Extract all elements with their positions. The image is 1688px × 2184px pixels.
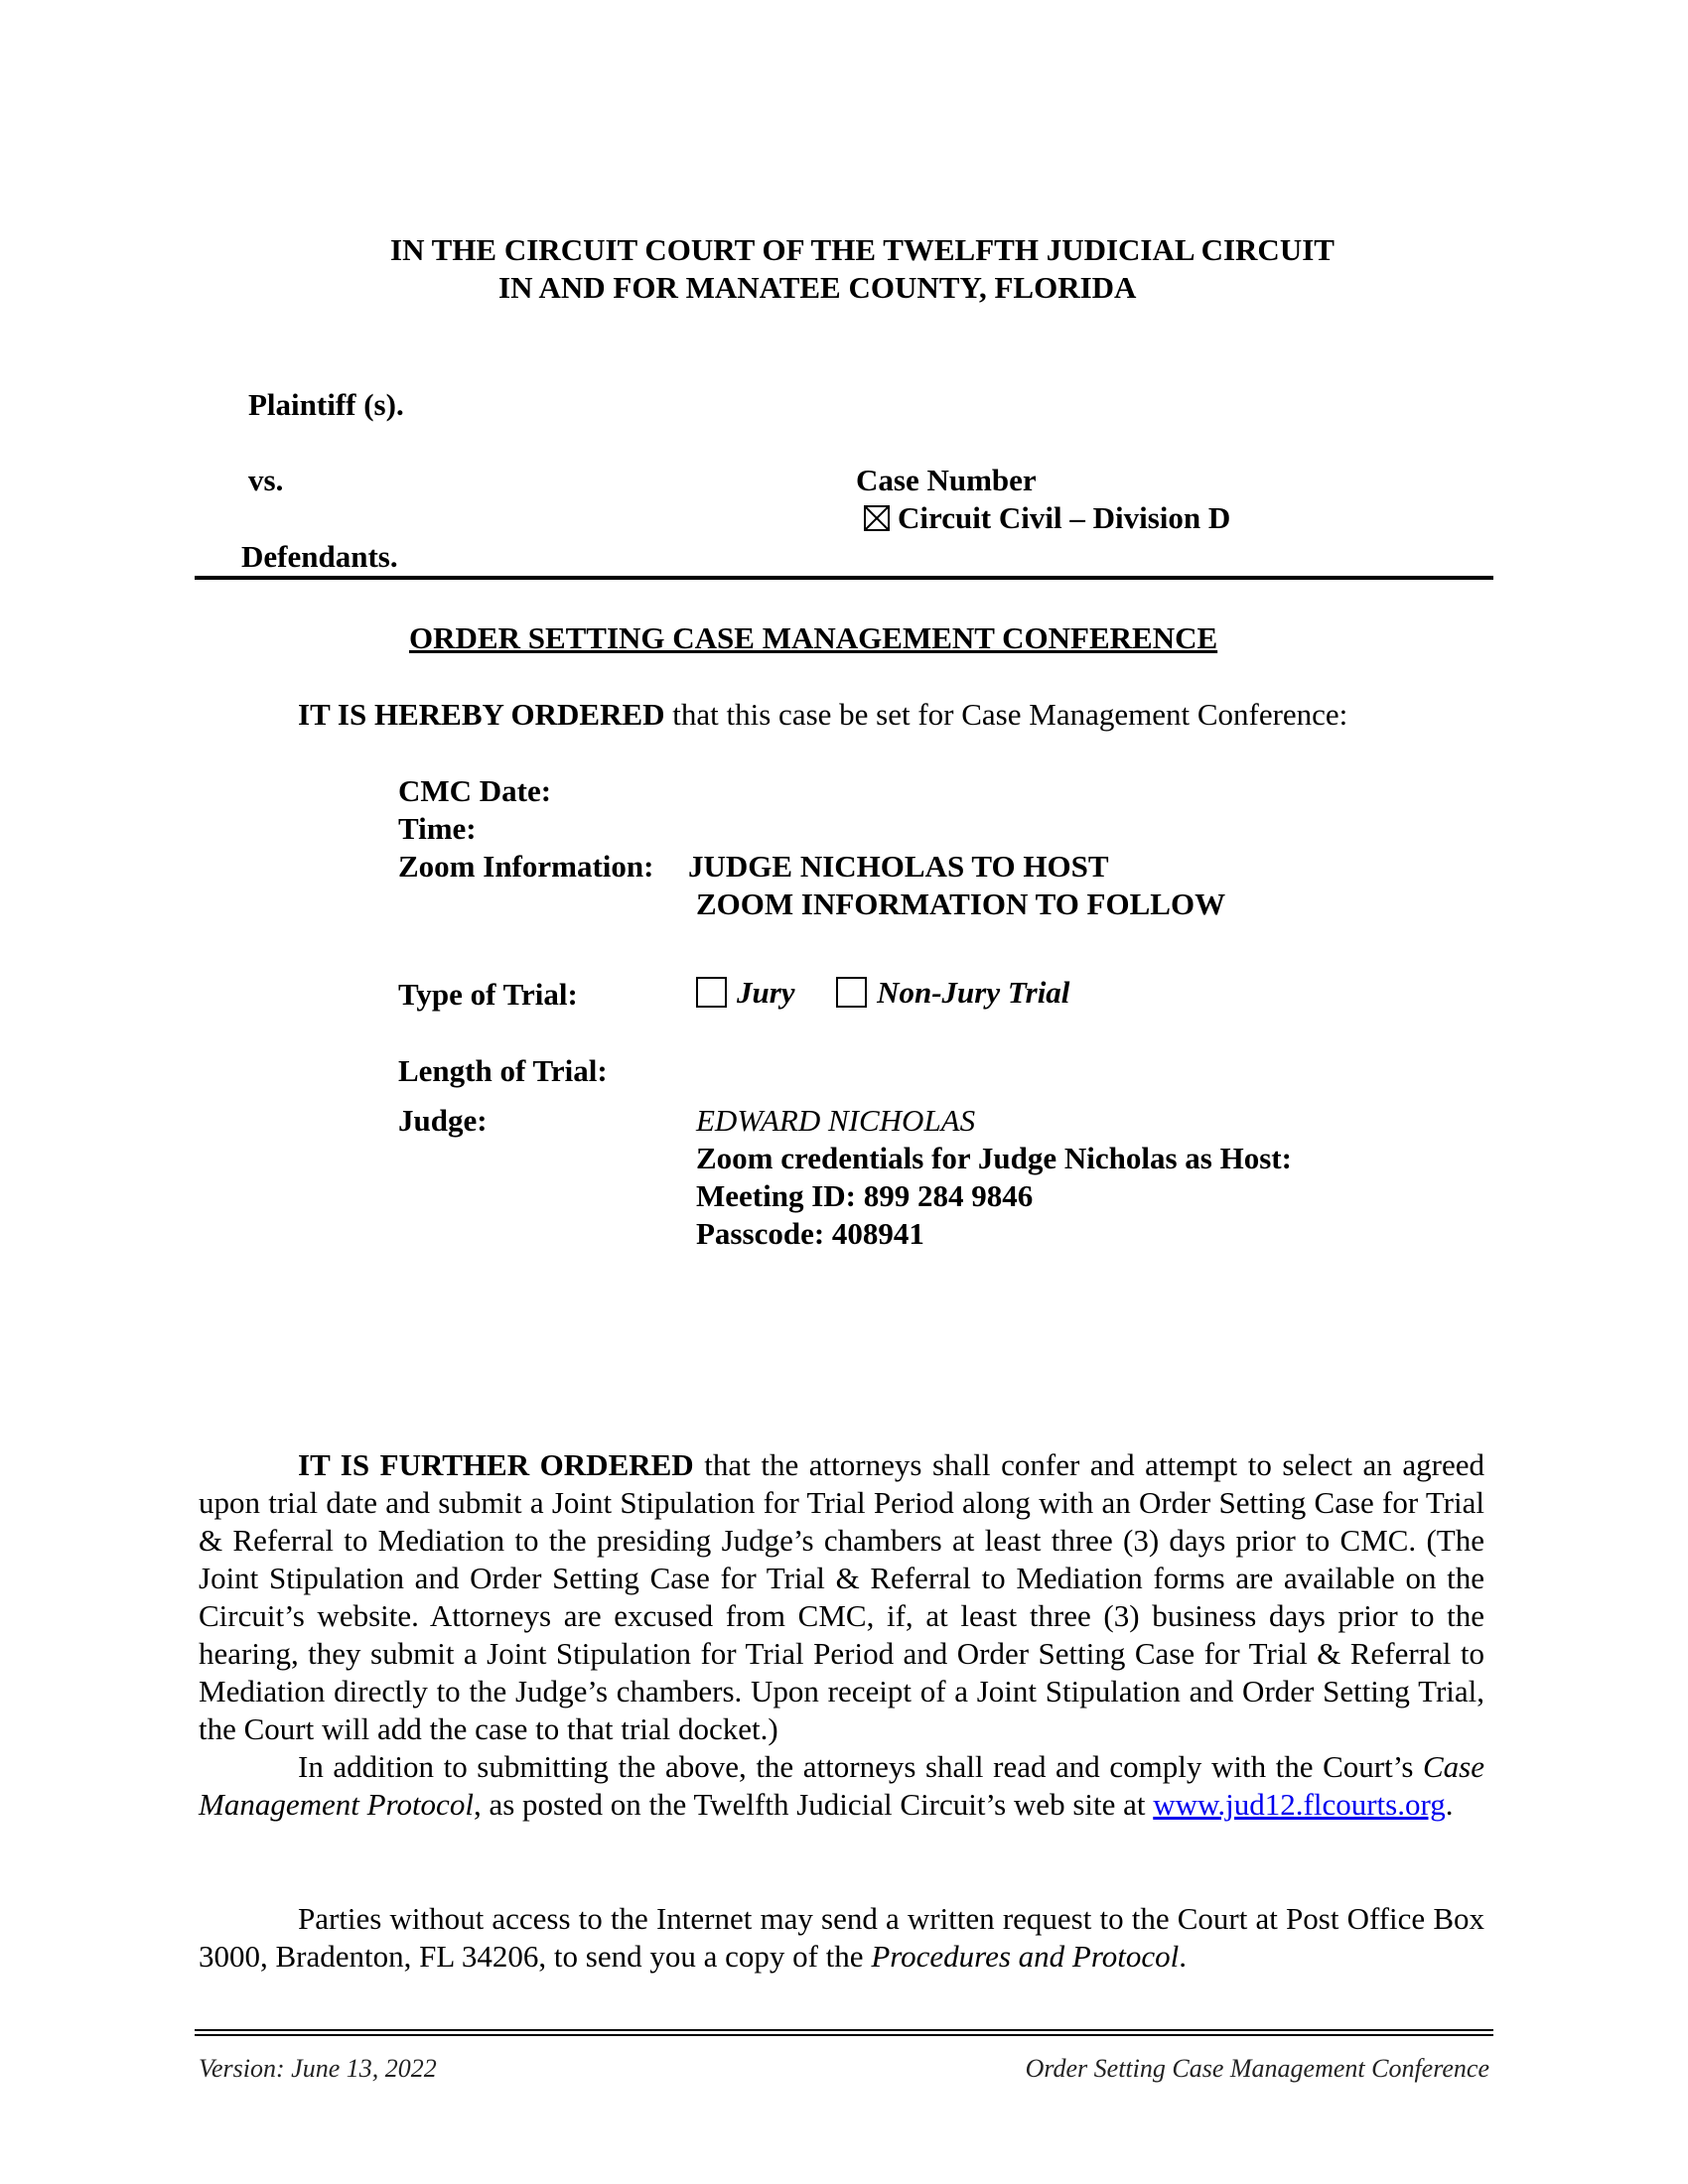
non-jury-label: Non-Jury Trial (877, 975, 1070, 1010)
internet-text-end: . (1179, 1939, 1188, 1974)
time-label: Time: (398, 811, 477, 846)
trial-type-options (696, 975, 1069, 1011)
length-of-trial-label: Length of Trial: (398, 1053, 608, 1088)
further-ordered-lead: IT IS FURTHER ORDERED (298, 1447, 694, 1482)
judge-label: Judge: (398, 1103, 488, 1138)
case-number-label: Case Number (856, 463, 1037, 497)
plaintiff-label: Plaintiff (s). (248, 387, 404, 422)
internet-paragraph (199, 1900, 1484, 1976)
hereby-ordered (298, 697, 1347, 733)
vs-label: vs. (248, 463, 284, 497)
cmc-date-label: CMC Date: (398, 773, 552, 808)
trial-type-label: Type of Trial: (398, 977, 578, 1012)
hereby-ordered-lead: IT IS HEREBY ORDERED (298, 697, 665, 732)
division-line (864, 500, 1230, 536)
court-website-link[interactable]: www.jud12.flcourts.org (1153, 1787, 1446, 1822)
court-line-2: IN AND FOR MANATEE COUNTY, FLORIDA (498, 270, 1137, 305)
jury-label: Jury (737, 975, 795, 1010)
passcode: Passcode: 408941 (696, 1216, 924, 1251)
further-ordered-text: that the attorneys shall confer and attempt to select an agreed upon trial date and submit a Joint Stipulation for Trial Period along with an Order Setting Case for Trial & Referral to Mediation to the presiding Judge’s chambers at least three (3) days prior to CMC. (The Joint Stipulation and Order Setting Case for Trial & Referral to Mediation forms are available on the Circuit’s website. Attorneys are excused from CMC, if, at least three (3) business days prior to the hearing, they submit a Joint Stipulation for Trial Period and Order Setting Case for Trial & Referral to Mediation directly to the Judge’s chambers. Upon receipt of a Joint Stipulation and Order Setting Trial, the Court will add the case to that trial docket.) (199, 1447, 1484, 1746)
protocol-text-2: , as posted on the Twelfth Judicial Circuit’s web site at (473, 1787, 1154, 1822)
zoom-info-label: Zoom Information: (398, 849, 654, 884)
order-title: ORDER SETTING CASE MANAGEMENT CONFERENCE (409, 620, 1218, 655)
checked-box-icon (864, 505, 890, 531)
procedures-title: Procedures and Protocol (871, 1939, 1180, 1974)
court-line-1: IN THE CIRCUIT COURT OF THE TWELFTH JUDICIAL CIRCUIT (390, 232, 1335, 267)
defendants-label: Defendants. (241, 539, 398, 574)
protocol-paragraph (199, 1748, 1484, 1824)
protocol-text-end: . (1445, 1787, 1454, 1822)
zoom-info-line-2: ZOOM INFORMATION TO FOLLOW (696, 887, 1226, 921)
internet-text: Parties without access to the Internet may send a written request to the Court at Post Office Box 3000, Bradenton, FL 34206, to send you a copy of the (199, 1901, 1484, 1974)
footer-rule-1 (195, 2029, 1493, 2031)
hereby-ordered-text: that this case be set for Case Management Conference: (664, 697, 1348, 732)
jury-checkbox[interactable] (696, 977, 727, 1008)
footer-doc-title: Order Setting Case Management Conference (1025, 2054, 1489, 2083)
judge-name: EDWARD NICHOLAS (696, 1103, 976, 1138)
further-ordered-paragraph (199, 1446, 1484, 1748)
zoom-credentials: Zoom credentials for Judge Nicholas as Host: (696, 1141, 1292, 1175)
zoom-info-line-1: JUDGE NICHOLAS TO HOST (688, 849, 1109, 884)
caption-divider (195, 576, 1493, 580)
footer-version: Version: June 13, 2022 (199, 2054, 437, 2083)
meeting-id: Meeting ID: 899 284 9846 (696, 1178, 1034, 1213)
protocol-title: Case Management Protocol (199, 1749, 1484, 1822)
protocol-text-1: In addition to submitting the above, the attorneys shall read and comply with the Court’s (298, 1749, 1423, 1784)
footer-rule-2 (195, 2034, 1493, 2036)
division-text: Circuit Civil – Division D (898, 500, 1231, 535)
non-jury-checkbox[interactable] (836, 977, 867, 1008)
